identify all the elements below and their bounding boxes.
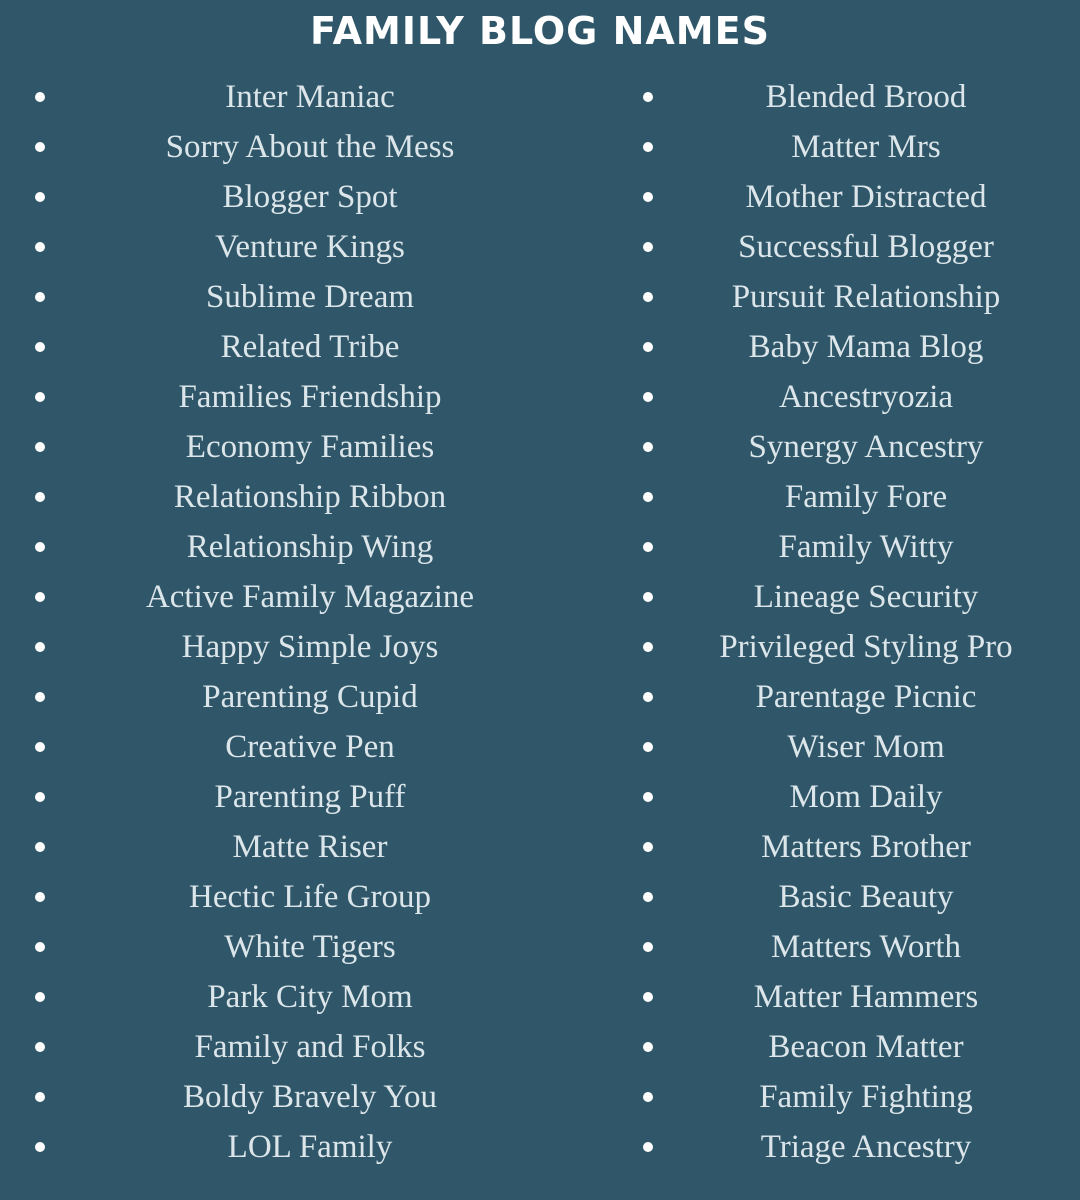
- blog-name-label: Lineage Security: [753, 579, 979, 615]
- blog-name-label: Beacon Matter: [768, 1029, 964, 1065]
- blog-name-label: Family and Folks: [194, 1029, 426, 1065]
- blog-name-label: Blended Brood: [765, 79, 967, 115]
- list-item: [0, 822, 620, 872]
- blog-name-label: Park City Mom: [207, 979, 413, 1015]
- list-item: [620, 472, 1080, 522]
- blog-name-label: Hectic Life Group: [189, 879, 431, 915]
- list-item: [620, 422, 1080, 472]
- blog-name-label: Wiser Mom: [787, 729, 945, 765]
- blog-name-label: Happy Simple Joys: [181, 629, 439, 665]
- list-item: [0, 422, 620, 472]
- blog-name-label: Matte Riser: [232, 829, 388, 865]
- list-item: [0, 122, 620, 172]
- list-item: [0, 572, 620, 622]
- list-item: [0, 922, 620, 972]
- blog-name-label: Mother Distracted: [745, 179, 987, 215]
- list-item: [620, 372, 1080, 422]
- blog-name-label: Ancestryozia: [778, 379, 954, 415]
- blog-name-label: Synergy Ancestry: [748, 429, 984, 465]
- list-item: [620, 222, 1080, 272]
- blog-name-label: Baby Mama Blog: [748, 329, 984, 365]
- list-item: [620, 272, 1080, 322]
- blog-name-label: White Tigers: [224, 929, 396, 965]
- list-item: [620, 672, 1080, 722]
- list-item: [0, 772, 620, 822]
- blog-name-label: Family Fighting: [759, 1079, 973, 1115]
- list-item: [620, 522, 1080, 572]
- list-item: [620, 872, 1080, 922]
- blog-name-label: Families Friendship: [178, 379, 442, 415]
- blog-name-label: Blogger Spot: [222, 179, 398, 215]
- list-item: [620, 1122, 1080, 1172]
- list-item: [620, 72, 1080, 122]
- blog-name-label: Parenting Puff: [214, 779, 406, 815]
- list-item: [0, 672, 620, 722]
- blog-name-label: Matter Mrs: [791, 129, 941, 165]
- list-item: [0, 172, 620, 222]
- list-item: [620, 1022, 1080, 1072]
- blog-name-label: Relationship Wing: [186, 529, 434, 565]
- list-item: [620, 572, 1080, 622]
- list-item: [0, 72, 620, 122]
- blog-name-label: Family Witty: [778, 529, 954, 565]
- blog-name-label: Pursuit Relationship: [731, 279, 1001, 315]
- list-item: [0, 1022, 620, 1072]
- blog-name-label: Privileged Styling Pro: [719, 629, 1013, 665]
- blog-name-label: Venture Kings: [215, 229, 405, 265]
- blog-name-label: Parenting Cupid: [202, 679, 418, 715]
- blog-name-label: Matters Brother: [761, 829, 971, 865]
- list-item: [0, 522, 620, 572]
- blog-name-label: Triage Ancestry: [760, 1129, 972, 1165]
- blog-name-label: Matters Worth: [770, 929, 962, 965]
- list-item: [0, 372, 620, 422]
- blog-name-label: Economy Families: [185, 429, 435, 465]
- list-item: [620, 122, 1080, 172]
- blog-names-list-left: [0, 72, 620, 1172]
- blog-name-label: Family Fore: [784, 479, 948, 515]
- list-item: [620, 1072, 1080, 1122]
- list-item: [620, 322, 1080, 372]
- list-item: [620, 822, 1080, 872]
- blog-name-label: Basic Beauty: [778, 879, 954, 915]
- blog-names-list-right: [620, 72, 1080, 1172]
- blog-name-label: Inter Maniac: [225, 79, 395, 115]
- blog-name-label: Sorry About the Mess: [165, 129, 455, 165]
- list-item: [0, 222, 620, 272]
- list-item: [620, 622, 1080, 672]
- list-item: [620, 772, 1080, 822]
- list-item: [0, 1072, 620, 1122]
- list-item: [620, 172, 1080, 222]
- blog-name-label: Successful Blogger: [738, 229, 994, 265]
- list-item: [0, 972, 620, 1022]
- list-item: [620, 722, 1080, 772]
- page-title: FAMILY BLOG NAMES: [310, 9, 770, 53]
- blog-name-label: Matter Hammers: [753, 979, 979, 1015]
- blog-name-label: Relationship Ribbon: [173, 479, 447, 515]
- blog-name-label: Active Family Magazine: [145, 579, 475, 615]
- blog-name-label: Boldy Bravely You: [183, 1079, 437, 1115]
- blog-name-label: Mom Daily: [789, 779, 943, 815]
- list-item: [0, 872, 620, 922]
- blog-name-label: Parentage Picnic: [755, 679, 977, 715]
- list-item: [0, 622, 620, 672]
- list-item: [0, 322, 620, 372]
- blog-name-label: Sublime Dream: [205, 279, 415, 315]
- blog-name-label: Creative Pen: [225, 729, 395, 765]
- list-item: [0, 1122, 620, 1172]
- list-item: [0, 472, 620, 522]
- list-item: [620, 922, 1080, 972]
- list-item: [0, 722, 620, 772]
- list-item: [620, 972, 1080, 1022]
- blog-name-label: Related Tribe: [220, 329, 400, 365]
- blog-name-label: LOL Family: [227, 1129, 393, 1165]
- list-item: [0, 272, 620, 322]
